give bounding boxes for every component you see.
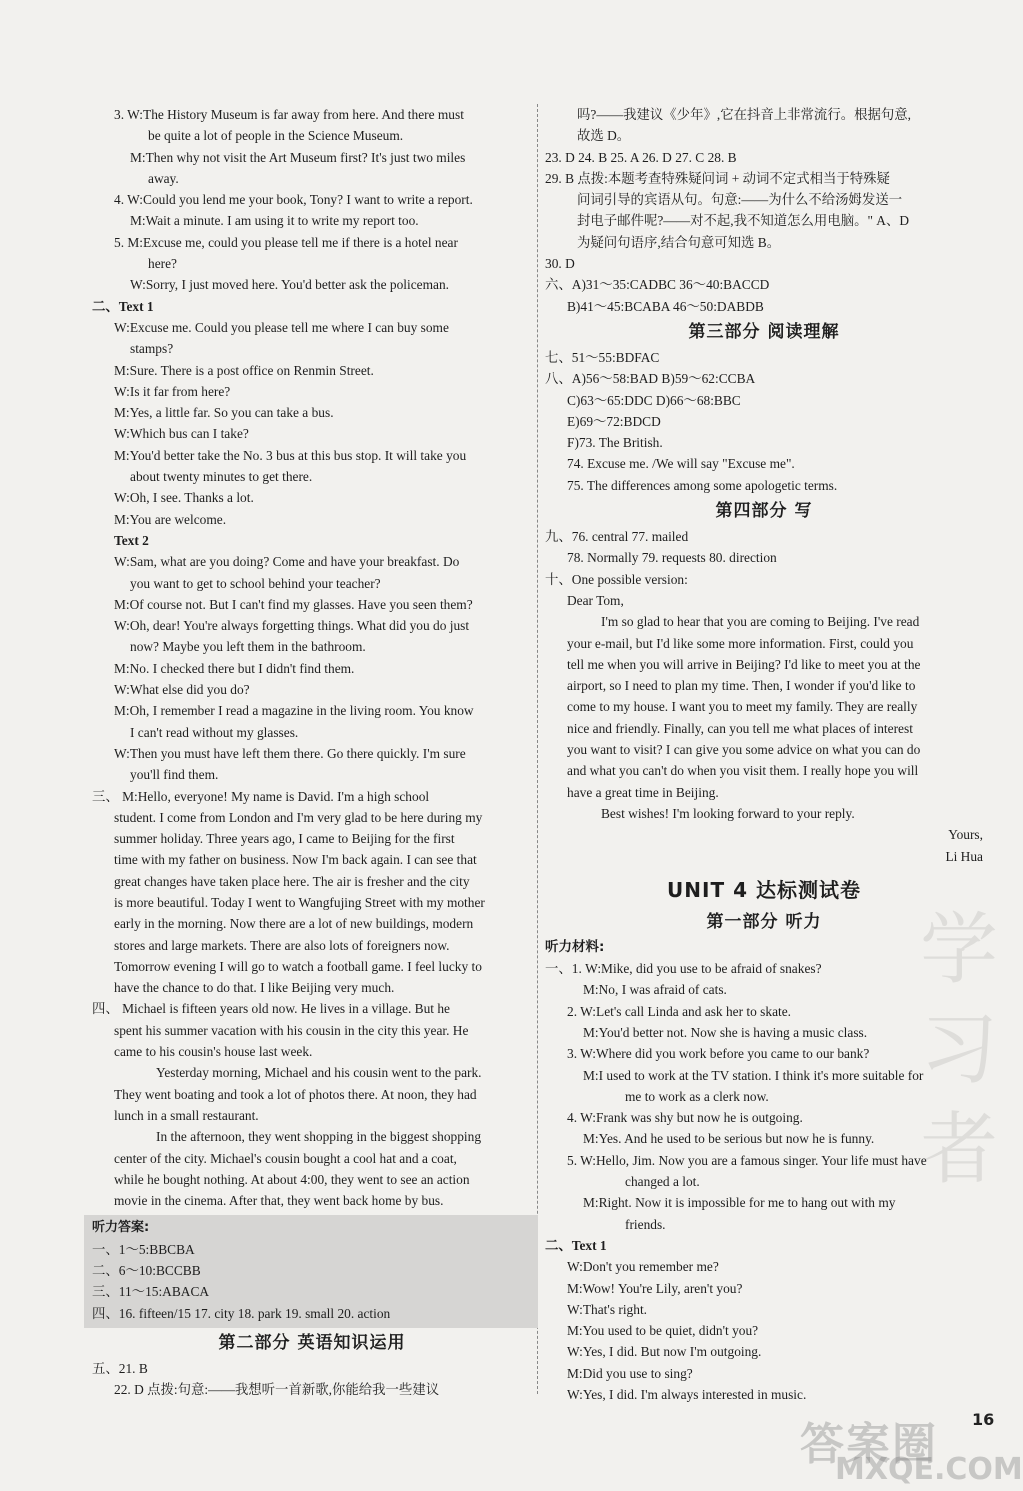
text-line: here? (148, 256, 177, 272)
answer-line: E)69～72:BDCD (567, 413, 661, 429)
text-line: came to his cousin's house last week. (114, 1044, 313, 1060)
text-line: your e-mail, but I'd like some more information. First, could you (567, 635, 914, 651)
answer-line: 一、1～5:BBCBA (92, 1241, 195, 1257)
watermark-url: MXQE.COM (835, 1452, 1023, 1487)
unit-title: UNIT 4 达标测试卷 (667, 877, 861, 902)
text-line: you want to visit? I can give you some advice on what you can do (567, 742, 921, 758)
text-line: B)41～45:BCABA 46～50:DABDB (567, 298, 764, 314)
text-line: nice and friendly. Finally, can you tell me what places of interest (567, 720, 913, 736)
dialogue-line: 二、Text 1 (545, 1237, 607, 1253)
text-line: airport, so I need to plan my time. Then, I wonder if you'd like to (567, 678, 916, 694)
text-line: W:Is it far from here? (114, 383, 231, 399)
closing-yours: Yours, (948, 827, 983, 843)
dialogue-line: M:You used to be quiet, didn't you? (567, 1323, 759, 1339)
text-line: 29. B 点拨:本题考查特殊疑问词 + 动词不定式相当于特殊疑 (545, 170, 890, 186)
answer-line: 八、A)56～58:BAD B)59～62:CCBA (545, 371, 756, 387)
text-line: Tomorrow evening I will go to watch a football game. I feel lucky to (114, 958, 482, 974)
text-line: 3. W:The History Museum is far away from here. And there must (114, 107, 464, 122)
text-line: W:Which bus can I take? (114, 426, 249, 442)
dialogue-line: 2. W:Let's call Linda and ask her to skate. (567, 1003, 792, 1019)
listening-answer-box (84, 1215, 538, 1327)
text-line: I'm so glad to hear that you are coming to Beijing. I've read (601, 614, 920, 630)
text-line: They went boating and took a lot of photos there. At noon, they had (114, 1086, 477, 1102)
dialogue-line: M:Did you use to sing? (567, 1365, 693, 1381)
text-line: center of the city. Michael's cousin bought a cool hat and a coat, (114, 1150, 457, 1166)
text-line: 四、 Michael is fifteen years old now. He lives in a village. But he (92, 1001, 450, 1017)
text-line: W:Oh, I see. Thanks a lot. (114, 490, 254, 506)
text-line: 吗?——我建议《少年》,它在抖音上非常流行。根据句意, (577, 107, 912, 122)
text-line: 78. Normally 79. requests 80. direction (567, 550, 777, 566)
dialogue-line: M:Yes. And he used to be serious but now he is funny. (583, 1131, 875, 1147)
text-line: 六、A)31～35:CADBC 36～40:BACCD (545, 277, 770, 293)
text-line: W:Oh, dear! You're always forgetting things. What did you do just (114, 618, 470, 634)
text-line: Best wishes! I'm looking forward to your reply. (601, 805, 855, 821)
text-line: Yesterday morning, Michael and his cousin went to the park. (156, 1065, 482, 1081)
dialogue-line: M:Wow! You're Lily, aren't you? (567, 1280, 743, 1296)
text-line: M:Then why not visit the Art Museum first? It's just two miles (130, 149, 466, 165)
text-line: 问词引导的宾语从句。句意:——为什么不给汤姆发送一 (577, 192, 903, 208)
dialogue-line: me to work as a clerk now. (625, 1088, 769, 1104)
text-line: M:Yes, a little far. So you can take a bus. (114, 405, 334, 421)
text-line: about twenty minutes to get there. (130, 469, 313, 485)
answer-line: 三、11～15:ABACA (92, 1284, 210, 1300)
listening-material-block (545, 958, 983, 1405)
left-column (92, 104, 532, 1401)
text-line: 故选 D。 (577, 128, 631, 144)
part2-title: 第二部分 英语知识运用 (218, 1332, 406, 1353)
dialogue-line: changed a lot. (625, 1174, 700, 1190)
text-line: 22. D 点拨:句意:——我想听一首新歌,你能给我一些建议 (114, 1382, 440, 1398)
text-line: early in the morning. Now there are a lot of new buildings, modern (114, 916, 474, 932)
part1-title: 第一部分 听力 (706, 911, 822, 932)
text-line: W:Excuse me. Could you please tell me where I can buy some (114, 319, 449, 335)
text-line: have the chance to do that. I like Beijing very much. (114, 980, 395, 996)
text-line: M:Oh, I remember I read a magazine in the living room. You know (114, 703, 474, 719)
part3-title: 第三部分 阅读理解 (688, 321, 840, 342)
text-line: great changes have taken place here. The air is fresher and the city (114, 873, 470, 889)
text-line: be quite a lot of people in the Science Museum. (148, 128, 404, 144)
text-line: 十、One possible version: (545, 571, 688, 587)
text-line: M:You'd better take the No. 3 bus at this bus stop. It will take you (114, 447, 467, 463)
answer-box-heading: 听力答案: (92, 1220, 150, 1236)
text-line: Dear Tom, (567, 592, 624, 608)
dialogue-line: 一、1. W:Mike, did you use to be afraid of snakes? (545, 961, 822, 977)
text-line: time with my father on business. Now I'm back again. I can see that (114, 852, 477, 868)
text-line: student. I come from London and I'm very glad to be here during my (114, 809, 483, 825)
closing-name: Li Hua (945, 848, 983, 864)
dialogue-line: 4. W:Frank was shy but now he is outgoing. (567, 1110, 803, 1126)
text-line: stores and large markets. There are also lots of foreigners now. (114, 937, 450, 953)
dialogue-line: 3. W:Where did you work before you came to our bank? (567, 1046, 870, 1062)
dialogue-line: W:Yes, I did. I'm always interested in music. (567, 1387, 807, 1403)
text-line: Text 2 (114, 532, 149, 548)
text-line: 三、 M:Hello, everyone! My name is David. I'm a high school (92, 788, 430, 804)
text-line: 23. D 24. B 25. A 26. D 27. C 28. B (545, 149, 737, 165)
text-line: now? Maybe you left them in the bathroom. (130, 639, 366, 655)
dialogue-line: W:Yes, I did. But now I'm outgoing. (567, 1344, 762, 1360)
dialogue-line: M:I used to work at the TV station. I think it's more suitable for (583, 1067, 924, 1083)
text-line: tell me when you will arrive in Beijing? I'd like to meet you at the (567, 656, 921, 672)
text-line: stamps? (130, 341, 174, 357)
dialogue-line: W:Don't you remember me? (567, 1259, 719, 1275)
writing-block (545, 526, 983, 824)
text-line: M:No. I checked there but I didn't find them. (114, 660, 355, 676)
left-tail-block (92, 1358, 532, 1401)
dialogue-line: W:That's right. (567, 1301, 648, 1317)
text-line: 5. M:Excuse me, could you please tell me if there is a hotel near (114, 234, 458, 250)
text-line: and what you can't do when you visit them. I really hope you will (567, 763, 919, 779)
text-line: away. (148, 170, 179, 186)
text-line: 二、Text 1 (92, 298, 154, 314)
text-line: lunch in a small restaurant. (114, 1107, 259, 1123)
text-line: have a great time in Beijing. (567, 784, 719, 800)
page-number: 16 (972, 1410, 995, 1429)
text-line: W:Then you must have left them there. Go there quickly. I'm sure (114, 745, 466, 761)
text-line: In the afternoon, they went shopping in the biggest shopping (156, 1129, 482, 1145)
text-line: W:What else did you do? (114, 682, 250, 698)
right-column (545, 104, 983, 1405)
text-line: you'll find them. (130, 767, 219, 783)
text-line: M:Of course not. But I can't find my glasses. Have you seen them? (114, 596, 473, 612)
text-line: 30. D (545, 256, 575, 272)
dialogue-line: M:Right. Now it is impossible for me to hang out with my (583, 1195, 896, 1211)
text-line: summer holiday. Three years ago, I came to Beijing for the first (114, 831, 455, 847)
dialogue-line: 5. W:Hello, Jim. Now you are a famous singer. Your life must have (567, 1152, 927, 1168)
text-line: while he bought nothing. At about 4:00, they went to see an action (114, 1171, 470, 1187)
left-text-block (92, 104, 532, 1211)
answer-line: F)73. The British. (567, 435, 663, 451)
text-line: 4. W:Could you lend me your book, Tony? I want to write a report. (114, 192, 473, 208)
text-line: W:Sorry, I just moved here. You'd better ask the policeman. (130, 277, 450, 293)
text-line: M:You are welcome. (114, 511, 227, 527)
dialogue-line: friends. (625, 1216, 666, 1232)
text-line: I can't read without my glasses. (130, 724, 299, 740)
text-line: 封电子邮件呢?——对不起,我不知道怎么用电脑。" A、D (577, 213, 910, 229)
answer-line: 七、51～55:BDFAC (545, 349, 660, 365)
answer-line: 75. The differences among some apologetic terms. (567, 477, 838, 493)
watermark-logo: 答案圈 (800, 1419, 938, 1470)
text-line: M:Wait a minute. I am using it to write my report too. (130, 213, 419, 229)
text-line: 九、76. central 77. mailed (545, 529, 689, 545)
watermark-side-chars: 学习者 (920, 905, 999, 1195)
answer-line: 74. Excuse me. /We will say "Excuse me". (567, 456, 795, 472)
text-line: come to my house. I want you to meet my family. They are really (567, 699, 918, 715)
dialogue-line: M:No, I was afraid of cats. (583, 982, 727, 998)
text-line: you want to get to school behind your teacher? (130, 575, 381, 591)
column-divider (537, 104, 538, 1394)
answer-line: 四、16. fifteen/15 17. city 18. park 19. small 20. action (92, 1305, 391, 1321)
text-line: 为疑问句语序,结合句意可知选 B。 (577, 234, 781, 250)
text-line: W:Sam, what are you doing? Come and have your breakfast. Do (114, 554, 460, 570)
listening-material-heading: 听力材料: (545, 938, 605, 955)
answer-line: C)63～65:DDC D)66～68:BBC (567, 392, 741, 408)
text-line: M:Sure. There is a post office on Renmin Street. (114, 362, 374, 378)
right-top-block (545, 104, 983, 317)
text-line: 五、21. B (92, 1360, 148, 1376)
text-line: spent his summer vacation with his cousin in the city this year. He (114, 1022, 469, 1038)
part4-title: 第四部分 写 (715, 501, 813, 522)
reading-answers-block (545, 347, 983, 496)
text-line: is more beautiful. Today I went to Wangfujing Street with my mother (114, 894, 485, 910)
dialogue-line: M:You'd better not. Now she is having a music class. (583, 1024, 868, 1040)
answer-line: 二、6～10:BCCBB (92, 1263, 201, 1279)
text-line: movie in the cinema. After that, they went back home by bus. (114, 1193, 444, 1209)
